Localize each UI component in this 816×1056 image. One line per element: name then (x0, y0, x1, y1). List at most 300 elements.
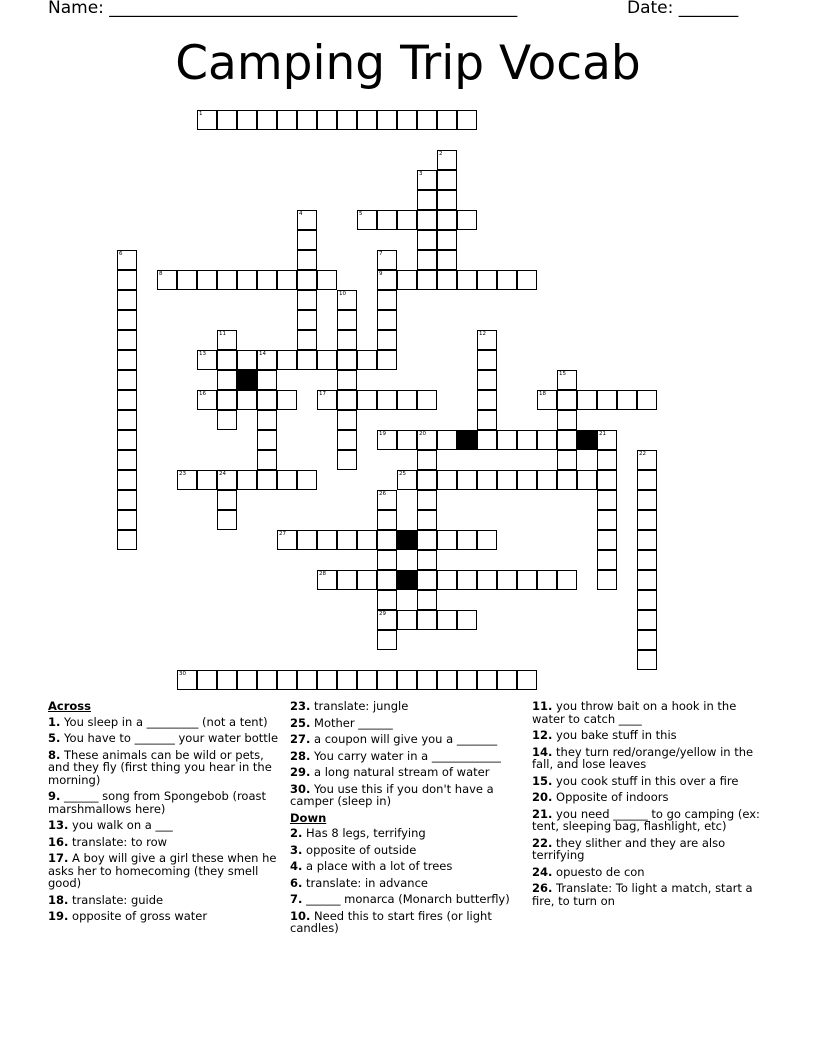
clue-text: You use this if you don't have a camper (sleep in) (290, 781, 494, 808)
clue-number-label: 10. (290, 908, 311, 923)
clue-number-label: 25. (290, 715, 311, 730)
grid-cell[interactable] (297, 670, 317, 690)
grid-cell[interactable] (437, 270, 457, 290)
clue-number: 16 (199, 391, 206, 397)
grid-cell[interactable] (477, 670, 497, 690)
grid-cell[interactable] (377, 510, 397, 530)
clue-text: a coupon will give you a _______ (310, 732, 498, 746)
grid-cell[interactable] (337, 350, 357, 370)
clue-text: A boy will give a girl these when he asks her to homecoming (they smell good) (48, 851, 277, 890)
grid-cell[interactable] (297, 270, 317, 290)
grid-cell[interactable] (417, 490, 437, 510)
grid-cell[interactable] (337, 370, 357, 390)
grid-cell[interactable] (337, 430, 357, 450)
grid-cell[interactable] (257, 270, 277, 290)
across-clue (48, 910, 280, 923)
grid-cell[interactable] (337, 530, 357, 550)
grid-cell[interactable] (517, 430, 537, 450)
grid-cell[interactable] (577, 390, 597, 410)
clue-number-label: 11. (532, 699, 553, 713)
grid-cell[interactable] (217, 470, 237, 490)
black-square (577, 430, 597, 450)
clue-number: 29 (379, 611, 386, 617)
grid-cell[interactable] (377, 350, 397, 370)
grid-cell[interactable] (437, 670, 457, 690)
grid-cell[interactable] (417, 270, 437, 290)
grid-cell[interactable] (457, 670, 477, 690)
grid-cell[interactable] (397, 270, 417, 290)
grid-cell[interactable] (337, 410, 357, 430)
clue-number-label: 19. (48, 909, 69, 923)
grid-cell[interactable] (457, 210, 477, 230)
grid-cell[interactable] (457, 470, 477, 490)
grid-cell[interactable] (597, 430, 617, 450)
grid-cell[interactable] (477, 350, 497, 370)
grid-cell[interactable] (417, 230, 437, 250)
black-square (397, 570, 417, 590)
clue-number: 4 (299, 211, 303, 217)
grid-cell[interactable] (417, 210, 437, 230)
clue-number: 6 (119, 251, 123, 257)
across-clue (290, 750, 522, 763)
grid-cell[interactable] (497, 270, 517, 290)
grid-cell[interactable] (637, 630, 657, 650)
grid-cell[interactable] (557, 450, 577, 470)
grid-cell[interactable] (377, 110, 397, 130)
grid-cell[interactable] (277, 390, 297, 410)
grid-cell[interactable] (217, 110, 237, 130)
grid-cell[interactable] (397, 210, 417, 230)
clue-number-label: 5. (48, 731, 61, 745)
grid-cell[interactable] (217, 670, 237, 690)
grid-cell[interactable] (277, 470, 297, 490)
clue-text: you need ______ to go camping (ex: tent, sleeping bag, flashlight, etc) (532, 806, 760, 833)
down-clue (532, 746, 768, 771)
grid-cell[interactable] (117, 310, 137, 330)
grid-cell[interactable] (457, 570, 477, 590)
clue-column-3 (532, 700, 768, 911)
grid-cell[interactable] (537, 570, 557, 590)
grid-cell[interactable] (237, 350, 257, 370)
grid-cell[interactable] (417, 530, 437, 550)
grid-cell[interactable] (437, 230, 457, 250)
grid-cell[interactable] (477, 410, 497, 430)
grid-cell[interactable] (537, 470, 557, 490)
grid-cell[interactable] (117, 530, 137, 550)
grid-cell[interactable] (117, 390, 137, 410)
grid-cell[interactable] (397, 390, 417, 410)
grid-cell[interactable] (357, 110, 377, 130)
grid-cell[interactable] (377, 290, 397, 310)
grid-cell[interactable] (537, 390, 557, 410)
grid-cell[interactable] (177, 470, 197, 490)
clue-text: ______ monarca (Monarch butterfly) (302, 892, 510, 906)
grid-cell[interactable] (457, 270, 477, 290)
clue-number-label: 24. (532, 864, 553, 879)
grid-cell[interactable] (437, 430, 457, 450)
grid-cell[interactable] (337, 310, 357, 330)
grid-cell[interactable] (177, 270, 197, 290)
grid-cell[interactable] (437, 210, 457, 230)
grid-cell[interactable] (557, 430, 577, 450)
grid-cell[interactable] (597, 450, 617, 470)
grid-cell[interactable] (377, 310, 397, 330)
clue-number: 18 (539, 391, 546, 397)
grid-cell[interactable] (557, 470, 577, 490)
grid-cell[interactable] (377, 430, 397, 450)
clue-number: 12 (479, 331, 486, 337)
grid-cell[interactable] (557, 370, 577, 390)
grid-cell[interactable] (637, 610, 657, 630)
clue-text: You carry water in a ____________ (310, 748, 501, 763)
across-clue (48, 749, 280, 787)
clue-number-label: 3. (290, 842, 303, 857)
grid-cell[interactable] (257, 470, 277, 490)
grid-cell[interactable] (297, 210, 317, 230)
clue-text: you walk on a ___ (68, 818, 173, 832)
grid-cell[interactable] (217, 350, 237, 370)
grid-cell[interactable] (197, 390, 217, 410)
clue-number-label: 14. (532, 744, 553, 759)
grid-cell[interactable] (317, 570, 337, 590)
grid-cell[interactable] (637, 650, 657, 670)
grid-cell[interactable] (337, 390, 357, 410)
grid-cell[interactable] (257, 450, 277, 470)
grid-cell[interactable] (377, 630, 397, 650)
clue-number: 9 (379, 271, 383, 277)
grid-cell[interactable] (297, 290, 317, 310)
grid-cell[interactable] (297, 310, 317, 330)
grid-cell[interactable] (477, 330, 497, 350)
grid-cell[interactable] (497, 430, 517, 450)
clue-text: translate: in advance (302, 875, 428, 890)
grid-cell[interactable] (397, 610, 417, 630)
grid-cell[interactable] (217, 330, 237, 350)
grid-cell[interactable] (637, 570, 657, 590)
grid-cell[interactable] (117, 350, 137, 370)
grid-cell[interactable] (117, 410, 137, 430)
grid-cell[interactable] (437, 470, 457, 490)
grid-cell[interactable] (237, 110, 257, 130)
grid-cell[interactable] (197, 350, 217, 370)
clue-number-label: 28. (290, 748, 311, 763)
across-clue (48, 852, 280, 890)
grid-cell[interactable] (217, 270, 237, 290)
grid-cell[interactable] (457, 110, 477, 130)
grid-cell[interactable] (517, 570, 537, 590)
grid-cell[interactable] (197, 110, 217, 130)
down-clue (532, 882, 768, 907)
grid-cell[interactable] (597, 570, 617, 590)
grid-cell[interactable] (597, 550, 617, 570)
grid-cell[interactable] (257, 390, 277, 410)
grid-cell[interactable] (417, 670, 437, 690)
grid-cell[interactable] (437, 530, 457, 550)
grid-cell[interactable] (377, 570, 397, 590)
grid-cell[interactable] (317, 670, 337, 690)
grid-cell[interactable] (617, 390, 637, 410)
grid-cell[interactable] (357, 350, 377, 370)
grid-cell[interactable] (317, 270, 337, 290)
grid-cell[interactable] (177, 670, 197, 690)
grid-cell[interactable] (417, 190, 437, 210)
clue-text: You sleep in a _________ (not a tent) (60, 714, 268, 729)
grid-cell[interactable] (477, 530, 497, 550)
grid-cell[interactable] (597, 470, 617, 490)
clue-column-2 (290, 700, 522, 939)
grid-cell[interactable] (417, 590, 437, 610)
grid-cell[interactable] (537, 430, 557, 450)
grid-cell[interactable] (357, 530, 377, 550)
clue-number: 15 (559, 371, 566, 377)
grid-cell[interactable] (397, 110, 417, 130)
grid-cell[interactable] (377, 330, 397, 350)
clue-number-label: 8. (48, 747, 61, 762)
grid-cell[interactable] (557, 410, 577, 430)
name-field[interactable]: Name: ________________________________________________ (48, 0, 518, 18)
grid-cell[interactable] (637, 450, 657, 470)
clue-number-label: 27. (290, 732, 311, 746)
down-clue (290, 877, 522, 890)
grid-cell[interactable] (637, 510, 657, 530)
grid-cell[interactable] (417, 510, 437, 530)
grid-cell[interactable] (317, 110, 337, 130)
grid-cell[interactable] (297, 250, 317, 270)
grid-cell[interactable] (297, 470, 317, 490)
grid-cell[interactable] (297, 530, 317, 550)
down-clue (290, 827, 522, 840)
grid-cell[interactable] (397, 670, 417, 690)
grid-cell[interactable] (477, 570, 497, 590)
clue-text: translate: guide (68, 892, 164, 907)
grid-cell[interactable] (477, 390, 497, 410)
grid-cell[interactable] (157, 270, 177, 290)
grid-cell[interactable] (257, 370, 277, 390)
grid-cell[interactable] (277, 270, 297, 290)
black-square (457, 430, 477, 450)
grid-cell[interactable] (417, 470, 437, 490)
grid-cell[interactable] (217, 510, 237, 530)
grid-cell[interactable] (477, 430, 497, 450)
across-clue (290, 783, 522, 808)
grid-cell[interactable] (477, 270, 497, 290)
grid-cell[interactable] (377, 550, 397, 570)
grid-cell[interactable] (517, 670, 537, 690)
grid-cell[interactable] (377, 530, 397, 550)
grid-cell[interactable] (597, 530, 617, 550)
grid-cell[interactable] (397, 430, 417, 450)
down-clue (532, 791, 768, 804)
grid-cell[interactable] (117, 450, 137, 470)
grid-cell[interactable] (337, 290, 357, 310)
grid-cell[interactable] (417, 250, 437, 270)
grid-cell[interactable] (257, 110, 277, 130)
grid-cell[interactable] (277, 530, 297, 550)
grid-cell[interactable] (417, 450, 437, 470)
grid-cell[interactable] (377, 250, 397, 270)
grid-cell[interactable] (417, 550, 437, 570)
grid-cell[interactable] (377, 670, 397, 690)
grid-cell[interactable] (217, 370, 237, 390)
clue-number: 23 (179, 471, 186, 477)
grid-cell[interactable] (257, 430, 277, 450)
grid-cell[interactable] (637, 470, 657, 490)
clue-text: ______ song from Spongebob (roast marshmallows here) (48, 789, 267, 816)
grid-cell[interactable] (417, 430, 437, 450)
grid-cell[interactable] (337, 670, 357, 690)
grid-cell[interactable] (117, 270, 137, 290)
grid-cell[interactable] (297, 330, 317, 350)
clue-column-1 (48, 700, 280, 927)
grid-cell[interactable] (197, 470, 217, 490)
grid-cell[interactable] (337, 110, 357, 130)
grid-cell[interactable] (577, 470, 597, 490)
grid-cell[interactable] (377, 210, 397, 230)
grid-cell[interactable] (437, 190, 457, 210)
grid-cell[interactable] (197, 670, 217, 690)
clue-text: translate: jungle (310, 699, 409, 713)
grid-cell[interactable] (337, 450, 357, 470)
grid-cell[interactable] (377, 270, 397, 290)
grid-cell[interactable] (377, 590, 397, 610)
grid-cell[interactable] (357, 670, 377, 690)
grid-cell[interactable] (357, 390, 377, 410)
grid-cell[interactable] (257, 670, 277, 690)
grid-cell[interactable] (437, 170, 457, 190)
grid-cell[interactable] (217, 410, 237, 430)
grid-cell[interactable] (117, 330, 137, 350)
grid-cell[interactable] (197, 270, 217, 290)
clue-number-label: 21. (532, 806, 553, 821)
grid-cell[interactable] (377, 490, 397, 510)
grid-cell[interactable] (637, 530, 657, 550)
grid-cell[interactable] (397, 470, 417, 490)
clue-text: Need this to start fires (or light candles) (290, 908, 492, 935)
grid-cell[interactable] (637, 550, 657, 570)
clue-number: 7 (379, 251, 383, 257)
grid-cell[interactable] (337, 330, 357, 350)
grid-cell[interactable] (377, 610, 397, 630)
grid-cell[interactable] (437, 610, 457, 630)
grid-cell[interactable] (357, 210, 377, 230)
grid-cell[interactable] (597, 490, 617, 510)
grid-cell[interactable] (297, 350, 317, 370)
grid-cell[interactable] (277, 350, 297, 370)
grid-cell[interactable] (117, 470, 137, 490)
grid-cell[interactable] (417, 390, 437, 410)
grid-cell[interactable] (457, 610, 477, 630)
grid-cell[interactable] (637, 590, 657, 610)
clue-number: 13 (199, 351, 206, 357)
clue-number: 11 (219, 331, 226, 337)
clue-number-label: 6. (290, 875, 303, 890)
grid-cell[interactable] (317, 530, 337, 550)
grid-cell[interactable] (237, 470, 257, 490)
clue-number-label: 12. (532, 728, 553, 742)
grid-cell[interactable] (257, 350, 277, 370)
grid-cell[interactable] (637, 390, 657, 410)
grid-cell[interactable] (337, 570, 357, 590)
grid-cell[interactable] (277, 110, 297, 130)
clue-text: a place with a lot of trees (302, 859, 453, 873)
grid-cell[interactable] (437, 150, 457, 170)
grid-cell[interactable] (497, 470, 517, 490)
clue-number-label: 17. (48, 851, 69, 865)
grid-cell[interactable] (297, 110, 317, 130)
clue-number-label: 2. (290, 826, 303, 840)
down-clue (532, 729, 768, 742)
grid-cell[interactable] (237, 390, 257, 410)
grid-cell[interactable] (317, 390, 337, 410)
grid-cell[interactable] (437, 110, 457, 130)
grid-cell[interactable] (117, 430, 137, 450)
grid-cell[interactable] (417, 110, 437, 130)
clue-number: 8 (159, 271, 163, 277)
grid-cell[interactable] (457, 530, 477, 550)
grid-cell[interactable] (217, 490, 237, 510)
across-clue (290, 717, 522, 730)
date-field[interactable]: Date: _______ (627, 0, 739, 18)
across-clue (48, 790, 280, 815)
grid-cell[interactable] (597, 510, 617, 530)
grid-cell[interactable] (237, 270, 257, 290)
grid-cell[interactable] (477, 470, 497, 490)
grid-cell[interactable] (497, 570, 517, 590)
across-heading: Across (48, 699, 91, 713)
grid-cell[interactable] (637, 490, 657, 510)
clue-text: opposite of gross water (68, 909, 208, 923)
grid-cell[interactable] (437, 570, 457, 590)
down-clue (532, 808, 768, 833)
grid-cell[interactable] (417, 170, 437, 190)
grid-cell[interactable] (557, 570, 577, 590)
grid-cell[interactable] (117, 290, 137, 310)
grid-cell[interactable] (297, 230, 317, 250)
grid-cell[interactable] (357, 570, 377, 590)
grid-cell[interactable] (317, 350, 337, 370)
across-clue (48, 716, 280, 729)
grid-cell[interactable] (517, 270, 537, 290)
grid-cell[interactable] (117, 250, 137, 270)
grid-cell[interactable] (237, 670, 257, 690)
grid-cell[interactable] (417, 610, 437, 630)
grid-cell[interactable] (517, 470, 537, 490)
grid-cell[interactable] (217, 390, 237, 410)
clue-number: 20 (419, 431, 426, 437)
clue-number: 25 (399, 471, 406, 477)
grid-cell[interactable] (117, 370, 137, 390)
clue-number-label: 30. (290, 781, 311, 796)
grid-cell[interactable] (557, 390, 577, 410)
across-clue (290, 700, 522, 713)
down-clue (290, 844, 522, 857)
grid-cell[interactable] (597, 390, 617, 410)
clue-number: 1 (199, 111, 203, 117)
clue-text: Mother ______ (310, 715, 393, 730)
grid-cell[interactable] (477, 370, 497, 390)
grid-cell[interactable] (257, 410, 277, 430)
grid-cell[interactable] (497, 670, 517, 690)
grid-cell[interactable] (117, 490, 137, 510)
grid-cell[interactable] (377, 390, 397, 410)
grid-cell[interactable] (417, 570, 437, 590)
clue-number-label: 20. (532, 790, 553, 804)
grid-cell[interactable] (437, 250, 457, 270)
grid-cell[interactable] (277, 670, 297, 690)
grid-cell[interactable] (117, 510, 137, 530)
down-clue (532, 700, 768, 725)
clue-text: a long natural stream of water (310, 765, 490, 779)
